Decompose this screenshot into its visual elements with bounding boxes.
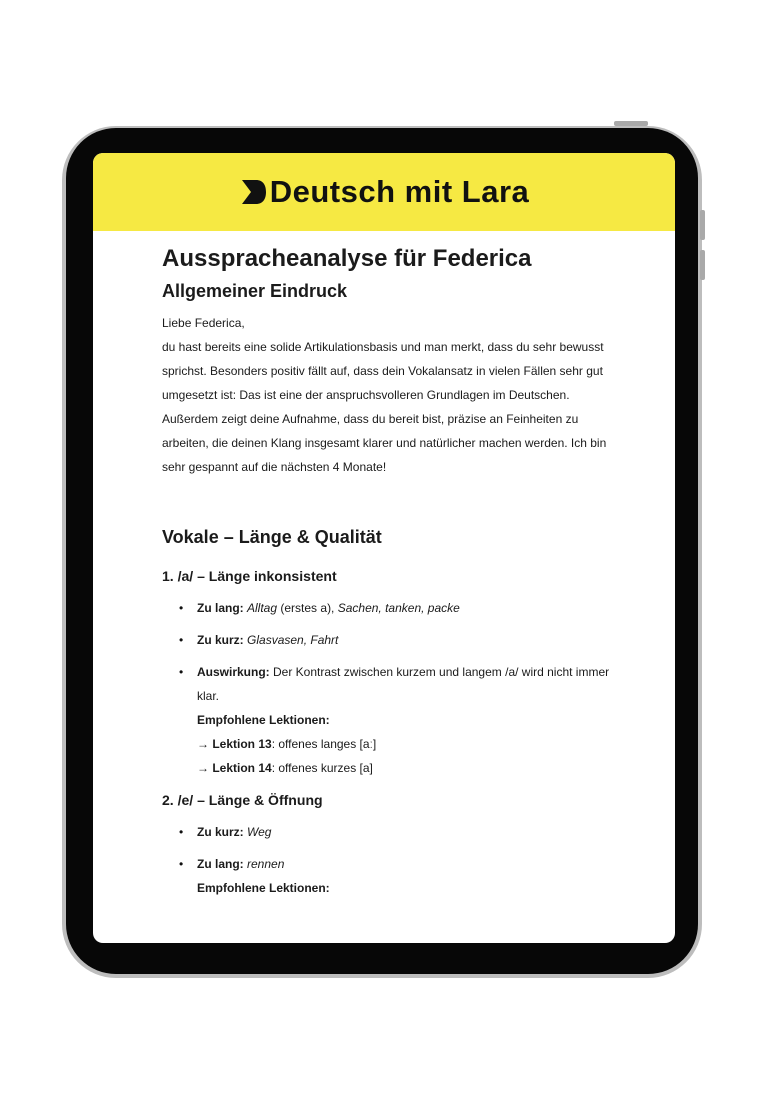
recommended-lessons-label: Empfohlene Lektionen: [197,880,330,895]
arrow-icon: → [197,760,209,775]
vowel-e-list [162,820,612,900]
lesson-13-link[interactable] [197,732,612,756]
tablet-volume-up-button [700,210,705,240]
arrow-icon: → [197,736,209,751]
vowel-e-too-short-item [197,820,612,844]
vowel-e-too-long-item [197,852,612,900]
section-spacer [162,479,612,517]
brand-logo [239,174,530,210]
example-word: Alltag [247,600,278,615]
salutation: Liebe Federica, [162,316,245,330]
tablet-screen [93,153,675,943]
brand-header [93,153,675,231]
tablet-volume-down-button [700,250,705,280]
example-words: Sachen, tanken, packe [337,600,460,615]
lesson-description: : offenes langes [aː] [271,736,377,751]
document-title: Ausspracheanalyse für Federica [162,245,532,272]
feedback-body: du hast bereits eine solide Artikulationsbasis und man merkt, dass du sehr bewusst sprichst. Besonders positiv fällt auf, dass dein Vokalansatz in vielen Fällen sehr gut umgesetzt ist: Das ist eine der anspruchsvolleren Grundlagen im Deutschen. Außerdem zeigt deine Aufnahme, dass du bereit bist, präzise an Feinheiten zu arbeiten, die deinen Klang insgesamt klarer und natürlicher machen werden. Ich bin sehr gespannt auf die nächsten 4 Monate! [162,340,607,474]
vowel-section-heading: 1. /a/ – Länge inkonsistent [162,567,337,584]
vowel-a-list [162,596,612,780]
vowels-heading: Vokale – Länge & Qualität [162,527,382,547]
feedback-letter [162,311,612,479]
vowel-a-too-short-item [197,628,612,652]
too-short-label: Zu kurz: [197,632,244,647]
vowel-section-heading: 2. /e/ – Länge & Öffnung [162,791,323,808]
brand-title: Deutsch mit Lara [269,174,530,209]
too-long-label: Zu lang: [197,600,244,615]
overview-heading: Allgemeiner Eindruck [162,281,348,301]
example-detail: (erstes a), [277,600,338,615]
play-arrow-d-icon [239,177,269,207]
vowel-a-too-long-item [197,596,612,620]
recommended-lessons-label: Empfohlene Lektionen: [197,712,330,727]
effect-label: Auswirkung: [197,664,270,679]
example-words: Glasvasen, Fahrt [247,632,339,647]
lesson-label: Lektion 14 [212,760,272,775]
lesson-label: Lektion 13 [212,736,272,751]
tablet-top-button [614,121,648,126]
lesson-14-link[interactable] [197,756,612,780]
document-content [162,247,612,908]
example-word: rennen [247,856,285,871]
lesson-description: : offenes kurzes [a] [271,760,373,775]
vowel-a-effect-item [197,660,612,780]
too-short-label: Zu kurz: [197,824,244,839]
effect-text: Der Kontrast zwischen kurzem und langem /a/ wird nicht immer klar. [197,664,610,703]
too-long-label: Zu lang: [197,856,244,871]
example-word: Weg [247,824,272,839]
